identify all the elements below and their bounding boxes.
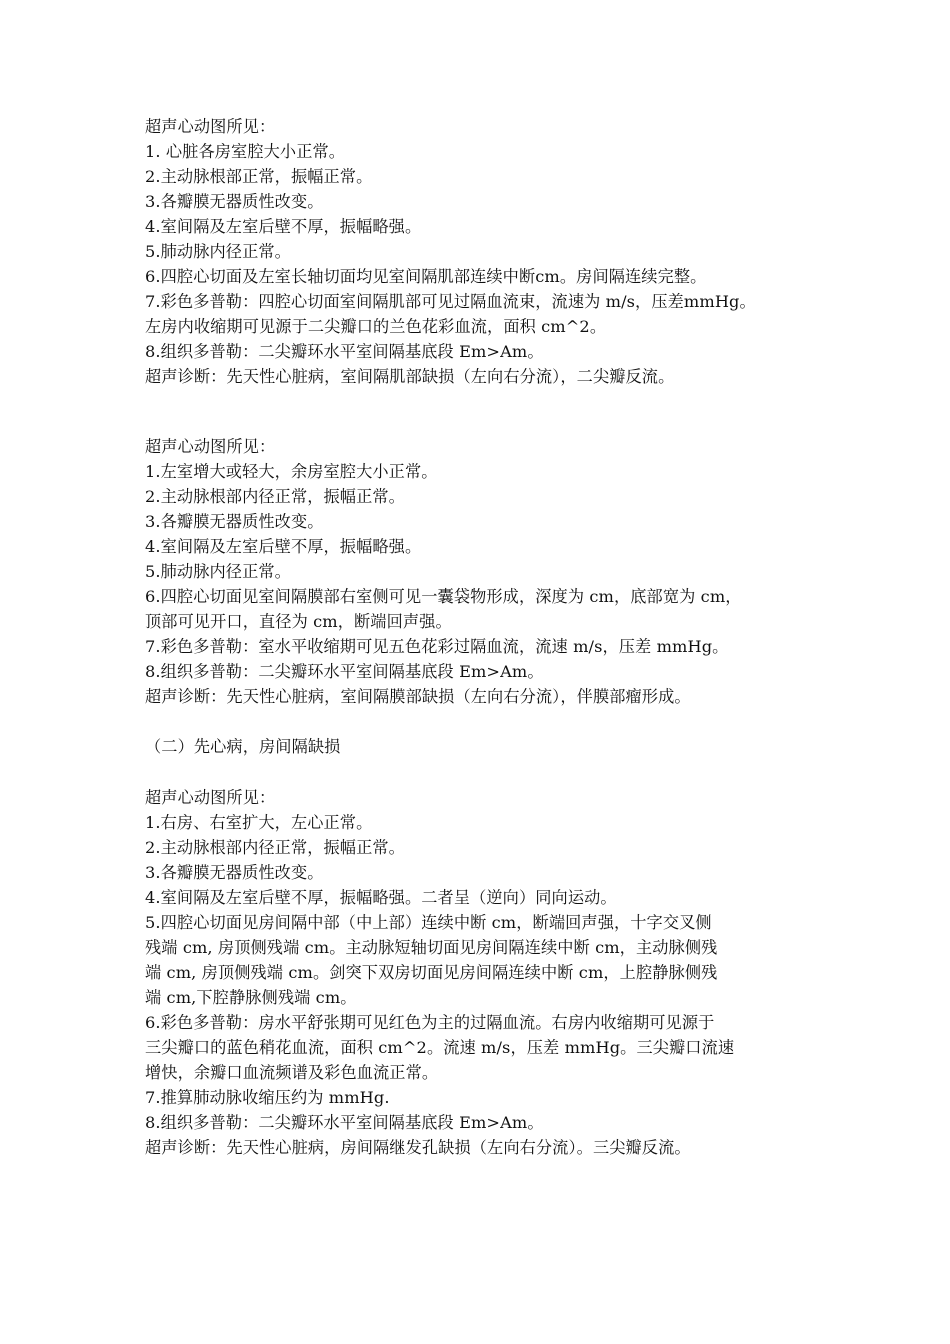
finding-line: 1. 心脏各房室腔大小正常。 <box>145 142 346 161</box>
finding-line: 1.左室增大或轻大，余房室腔大小正常。 <box>145 462 438 481</box>
finding-line: 三尖瓣口的蓝色稍花血流，面积 cm^2。流速 m/s，压差 mmHg。三尖瓣口流速 <box>145 1038 735 1057</box>
finding-line: 3.各瓣膜无器质性改变。 <box>145 863 324 882</box>
section-heading-text: （二）先心病，房间隔缺损 <box>145 737 341 756</box>
report-block-asd <box>145 785 813 1160</box>
finding-line: 端 cm, 房顶侧残端 cm。剑突下双房切面见房间隔连续中断 cm，上腔静脉侧残 <box>145 963 718 982</box>
finding-line: 8.组织多普勒：二尖瓣环水平室间隔基底段 Em>Am。 <box>145 662 544 681</box>
diagnosis-line: 超声诊断：先天性心脏病，室间隔肌部缺损（左向右分流），二尖瓣反流。 <box>145 367 675 386</box>
finding-line: 7.彩色多普勒：四腔心切面室间隔肌部可见过隔血流束，流速为 m/s，压差mmHg。 <box>145 292 756 311</box>
finding-line: 2.主动脉根部内径正常，振幅正常。 <box>145 487 405 506</box>
section-heading <box>145 734 813 759</box>
finding-line: 7.彩色多普勒：室水平收缩期可见五色花彩过隔血流，流速 m/s，压差 mmHg。 <box>145 637 729 656</box>
finding-line: 4.室间隔及左室后壁不厚，振幅略强。 <box>145 537 422 556</box>
finding-line: 2.主动脉根部正常，振幅正常。 <box>145 167 373 186</box>
findings-heading: 超声心动图所见： <box>145 117 276 136</box>
diagnosis-line: 超声诊断：先天性心脏病，室间隔膜部缺损（左向右分流），伴膜部瘤形成。 <box>145 687 691 706</box>
finding-line: 4.室间隔及左室后壁不厚，振幅略强。二者呈（逆向）同向运动。 <box>145 888 617 907</box>
report-block-vsd-muscular <box>145 114 813 389</box>
finding-line: 5.四腔心切面见房间隔中部（中上部）连续中断 cm，断端回声强，十字交叉侧 <box>145 913 712 932</box>
findings-heading: 超声心动图所见： <box>145 437 276 456</box>
finding-line: 8.组织多普勒：二尖瓣环水平室间隔基底段 Em>Am。 <box>145 1113 544 1132</box>
finding-line: 6.四腔心切面见室间隔膜部右室侧可见一囊袋物形成，深度为 cm，底部宽为 cm， <box>145 587 742 606</box>
finding-line: 顶部可见开口，直径为 cm，断端回声强。 <box>145 612 452 631</box>
finding-line: 残端 cm, 房顶侧残端 cm。主动脉短轴切面见房间隔连续中断 cm，主动脉侧残 <box>145 938 718 957</box>
finding-line: 3.各瓣膜无器质性改变。 <box>145 512 324 531</box>
finding-line: 3.各瓣膜无器质性改变。 <box>145 192 324 211</box>
finding-line: 4.室间隔及左室后壁不厚，振幅略强。 <box>145 217 422 236</box>
finding-line: 端 cm,下腔静脉侧残端 cm。 <box>145 988 357 1007</box>
finding-line: 2.主动脉根部内径正常，振幅正常。 <box>145 838 405 857</box>
finding-line: 左房内收缩期可见源于二尖瓣口的兰色花彩血流，面积 cm^2。 <box>145 317 607 336</box>
finding-line: 增快，余瓣口血流频谱及彩色血流正常。 <box>145 1063 439 1082</box>
report-block-vsd-membranous <box>145 434 813 709</box>
finding-line: 5.肺动脉内径正常。 <box>145 562 291 581</box>
finding-line: 6.彩色多普勒：房水平舒张期可见红色为主的过隔血流。右房内收缩期可见源于 <box>145 1013 715 1032</box>
diagnosis-line: 超声诊断：先天性心脏病，房间隔继发孔缺损（左向右分流）。三尖瓣反流。 <box>145 1138 691 1157</box>
finding-line: 7.推算肺动脉收缩压约为 mmHg. <box>145 1088 390 1107</box>
finding-line: 1.右房、右室扩大，左心正常。 <box>145 813 373 832</box>
finding-line: 6.四腔心切面及左室长轴切面均见室间隔肌部连续中断cm。房间隔连续完整。 <box>145 267 707 286</box>
finding-line: 5.肺动脉内径正常。 <box>145 242 291 261</box>
findings-heading: 超声心动图所见： <box>145 788 276 807</box>
finding-line: 8.组织多普勒：二尖瓣环水平室间隔基底段 Em>Am。 <box>145 342 544 361</box>
